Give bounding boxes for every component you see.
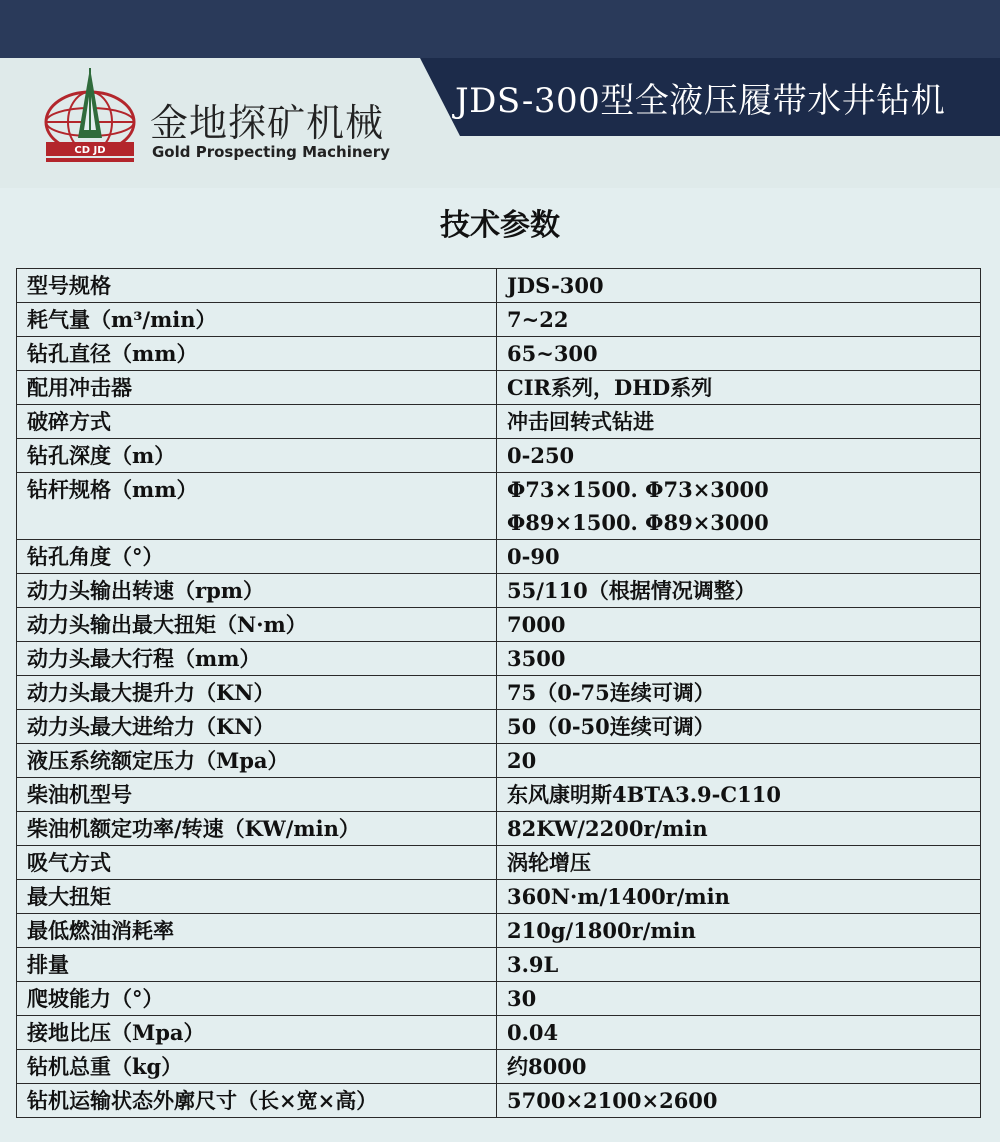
spec-row (17, 880, 981, 914)
company-logo-icon (40, 60, 140, 170)
spec-row (17, 982, 981, 1016)
spec-label: 钻孔深度（m） (17, 439, 497, 473)
spec-row (17, 473, 981, 540)
spec-label: 最大扭矩 (17, 880, 497, 914)
spec-value-line: 东风康明斯4BTA3.9-C110 (507, 782, 781, 807)
spec-label: 钻机运输状态外廓尺寸（长×宽×高） (17, 1084, 497, 1118)
spec-value-line: 0-90 (507, 544, 560, 569)
spec-value-line: 82KW/2200r/min (507, 816, 708, 841)
spec-label: 动力头最大行程（mm） (17, 642, 497, 676)
spec-value (497, 303, 981, 337)
spec-value (497, 540, 981, 574)
spec-value (497, 439, 981, 473)
spec-label: 柴油机额定功率/转速（KW/min） (17, 812, 497, 846)
spec-value (497, 744, 981, 778)
spec-row (17, 405, 981, 439)
spec-value (497, 642, 981, 676)
spec-value (497, 473, 981, 540)
spec-value-line: 20 (507, 748, 537, 773)
spec-value-line: 210g/1800r/min (507, 918, 696, 943)
spec-value (497, 812, 981, 846)
spec-value (497, 608, 981, 642)
spec-row (17, 948, 981, 982)
spec-value-line: 约8000 (507, 1054, 587, 1079)
spec-value (497, 948, 981, 982)
company-name-cn: 金地探矿机械 (150, 101, 385, 145)
spec-row (17, 1050, 981, 1084)
spec-row (17, 846, 981, 880)
spec-label: 配用冲击器 (17, 371, 497, 405)
spec-label: 柴油机型号 (17, 778, 497, 812)
spec-label: 钻孔直径（mm） (17, 337, 497, 371)
company-logo (40, 60, 140, 170)
spec-value (497, 574, 981, 608)
spec-label: 钻孔角度（°） (17, 540, 497, 574)
spec-label: 耗气量（m³/min） (17, 303, 497, 337)
spec-row (17, 337, 981, 371)
spec-label: 动力头最大提升力（KN） (17, 676, 497, 710)
spec-table (16, 268, 981, 1118)
spec-value (497, 982, 981, 1016)
spec-value-line: 7~22 (507, 307, 569, 332)
spec-value-line: 7000 (507, 612, 566, 637)
spec-value-line: 360N·m/1400r/min (507, 884, 730, 909)
spec-value (497, 1084, 981, 1118)
product-title: JDS-300型全液压履带水井钻机 (455, 80, 946, 121)
spec-value (497, 710, 981, 744)
spec-value-line: 涡轮增压 (507, 850, 591, 875)
spec-row (17, 642, 981, 676)
spec-row (17, 608, 981, 642)
spec-row (17, 303, 981, 337)
spec-label: 动力头输出最大扭矩（N·m） (17, 608, 497, 642)
spec-value (497, 1050, 981, 1084)
spec-row (17, 676, 981, 710)
spec-table-body (17, 269, 981, 1118)
spec-row (17, 574, 981, 608)
spec-label: 型号规格 (17, 269, 497, 303)
spec-value (497, 846, 981, 880)
logo-text: CD JD (74, 145, 106, 156)
spec-row (17, 914, 981, 948)
spec-row (17, 1084, 981, 1118)
spec-value-line: 30 (507, 986, 537, 1011)
spec-value-line: Φ89×1500. Φ89×3000 (507, 510, 769, 535)
spec-label: 排量 (17, 948, 497, 982)
spec-value (497, 405, 981, 439)
spec-row (17, 744, 981, 778)
section-title: 技术参数 (440, 208, 560, 243)
spec-value (497, 880, 981, 914)
spec-label: 钻机总重（kg） (17, 1050, 497, 1084)
spec-label: 吸气方式 (17, 846, 497, 880)
spec-value (497, 337, 981, 371)
spec-label: 接地比压（Mpa） (17, 1016, 497, 1050)
spec-label: 动力头输出转速（rpm） (17, 574, 497, 608)
spec-value-line: CIR系列，DHD系列 (507, 375, 713, 400)
spec-row (17, 778, 981, 812)
spec-row (17, 439, 981, 473)
spec-label: 液压系统额定压力（Mpa） (17, 744, 497, 778)
spec-value-line: 65~300 (507, 341, 598, 366)
spec-value-line: 0-250 (507, 443, 575, 468)
spec-label: 钻杆规格（mm） (17, 473, 497, 540)
spec-value-line: 55/110（根据情况调整） (507, 578, 756, 603)
spec-row (17, 269, 981, 303)
spec-value-line: Φ73×1500. Φ73×3000 (507, 477, 769, 502)
spec-row (17, 371, 981, 405)
spec-value (497, 778, 981, 812)
spec-value-line: JDS-300 (507, 273, 604, 298)
spec-value-line: 3.9L (507, 952, 559, 977)
spec-value (497, 914, 981, 948)
spec-value (497, 1016, 981, 1050)
top-strip (0, 0, 1000, 58)
spec-value-line: 75（0-75连续可调） (507, 680, 715, 705)
spec-label: 动力头最大进给力（KN） (17, 710, 497, 744)
spec-label: 爬坡能力（°） (17, 982, 497, 1016)
spec-value (497, 371, 981, 405)
spec-row (17, 1016, 981, 1050)
spec-value-line: 0.04 (507, 1020, 559, 1045)
spec-label: 破碎方式 (17, 405, 497, 439)
spec-value (497, 676, 981, 710)
spec-value-line: 50（0-50连续可调） (507, 714, 715, 739)
spec-label: 最低燃油消耗率 (17, 914, 497, 948)
spec-value-line: 3500 (507, 646, 566, 671)
spec-row (17, 710, 981, 744)
spec-value (497, 269, 981, 303)
spec-value-line: 冲击回转式钻进 (507, 409, 654, 434)
spec-value-line: 5700×2100×2600 (507, 1088, 718, 1113)
spec-row (17, 812, 981, 846)
company-name-en: Gold Prospecting Machinery (152, 143, 390, 161)
spec-row (17, 540, 981, 574)
